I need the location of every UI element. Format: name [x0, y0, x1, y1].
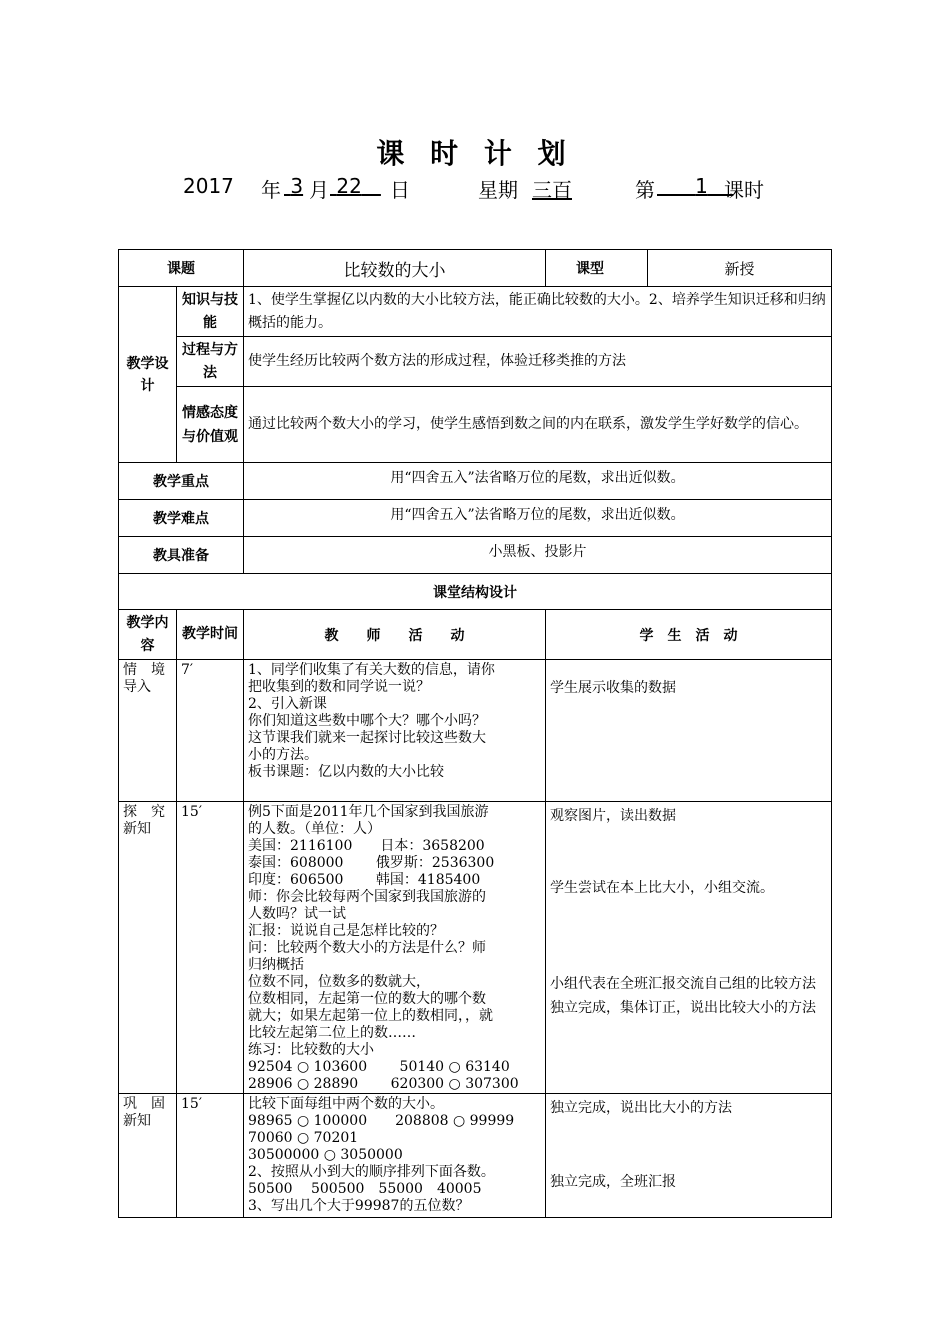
row-time: 15′: [177, 1094, 244, 1218]
topic-label: 课题: [119, 250, 244, 287]
difficulty-text: 用“四舍五入”法省略万位的尾数，求出近似数。: [244, 500, 832, 537]
weekday: 三百: [532, 178, 572, 202]
emotion-text: 通过比较两个数大小的学习，使学生感悟到数之间的内在联系，激发学生学好数学的信心。: [244, 387, 832, 463]
design-label: 教学设计: [119, 287, 177, 463]
row-student: 独立完成，说出比大小的方法 独立完成，全班汇报: [546, 1094, 832, 1218]
row-teacher: 例5下面是2011年几个国家到我国旅游 的人数。（单位：人） 美国：2116100 日本：3658200 泰国：608000 俄罗斯：2536300 印度：606500 韩国：4185400 师：你会比较每两个国家到我国旅游的 人数吗？试一试 汇报：说说自己是怎样比较的？ 问：比较两个数大小的方法是什么？师 归纳概括 位数不同，位数多的数就大， 位数相同，左起第一位的数大的哪个数 就大；如果左起第一位上的数相同，，就 比较左起第二位上的数…… 练习：比较数的大小 92504 ○ 103600 50140 ○ 63140 28906 ○ 28890 620300 ○ 307300: [244, 802, 546, 1094]
key-point-label: 教学重点: [119, 463, 244, 500]
col-student-header: 学 生 活 动: [546, 610, 832, 660]
row-time: 7′: [177, 660, 244, 802]
type-value: 新授: [648, 250, 832, 287]
process-label: 过程与方法: [177, 337, 244, 387]
key-point-text: 用“四舍五入”法省略万位的尾数，求出近似数。: [244, 463, 832, 500]
lesson-plan-table: [118, 249, 832, 1218]
topic-value: 比较数的大小: [244, 250, 546, 287]
table-row: [119, 1094, 832, 1218]
row-time: 15′: [177, 802, 244, 1094]
weekday-label: 星期: [478, 178, 518, 202]
year-suffix: 年: [261, 178, 281, 202]
date-line: [0, 174, 950, 202]
row-student: 观察图片，读出数据 学生尝试在本上比大小，小组交流。 小组代表在全班汇报交流自己组的比较方法 独立完成，集体订正，说出比较大小的方法: [546, 802, 832, 1094]
table-row: [119, 660, 832, 802]
tools-text: 小黑板、投影片: [244, 537, 832, 574]
tools-label: 教具准备: [119, 537, 244, 574]
process-text: 使学生经历比较两个数方法的形成过程，体验迁移类推的方法: [244, 337, 832, 387]
row-content: 探 究新知: [119, 802, 177, 1094]
structure-title: 课堂结构设计: [119, 574, 832, 610]
type-label: 课型: [546, 250, 648, 287]
lesson-suffix: 课时: [724, 178, 764, 202]
knowledge-text: 1、使学生掌握亿以内数的大小比较方法，能正确比较数的大小。2、培养学生知识迁移和归纳概括的能力。: [244, 287, 832, 337]
row-student: 学生展示收集的数据: [546, 660, 832, 802]
row-teacher: 比较下面每组中两个数的大小。 98965 ○ 100000 208808 ○ 99999 70060 ○ 70201 30500000 ○ 3050000 2、按照从小到大的顺序排列下面各数。 50500 500500 55000 40005 3、写出几个大于99987的五位数？: [244, 1094, 546, 1218]
month-suffix: 月: [309, 178, 329, 202]
lesson-prefix: 第: [635, 178, 655, 202]
difficulty-label: 教学难点: [119, 500, 244, 537]
year: 2017: [183, 174, 234, 198]
row-teacher: 1、同学们收集了有关大数的信息，请你 把收集到的数和同学说一说？ 2、引入新课 你们知道这些数中哪个大？哪个小吗？ 这节课我们就来一起探讨比较这些数大 小的方法。 板书课题：亿以内数的大小比较: [244, 660, 546, 802]
day: 22: [336, 174, 362, 198]
col-content-header: 教学内容: [119, 610, 177, 660]
row-content: 巩 固新知: [119, 1094, 177, 1218]
knowledge-label: 知识与技能: [177, 287, 244, 337]
lesson-number: 1: [695, 174, 708, 198]
col-time-header: 教学时间: [177, 610, 244, 660]
day-suffix: 日: [390, 178, 410, 202]
table-row: [119, 802, 832, 1094]
row-content: 情 境导入: [119, 660, 177, 802]
emotion-label: 情感态度与价值观: [177, 387, 244, 463]
page-title: 课 时 计 划: [376, 137, 574, 170]
month: 3: [290, 174, 304, 198]
col-teacher-header: 教 师 活 动: [244, 610, 546, 660]
